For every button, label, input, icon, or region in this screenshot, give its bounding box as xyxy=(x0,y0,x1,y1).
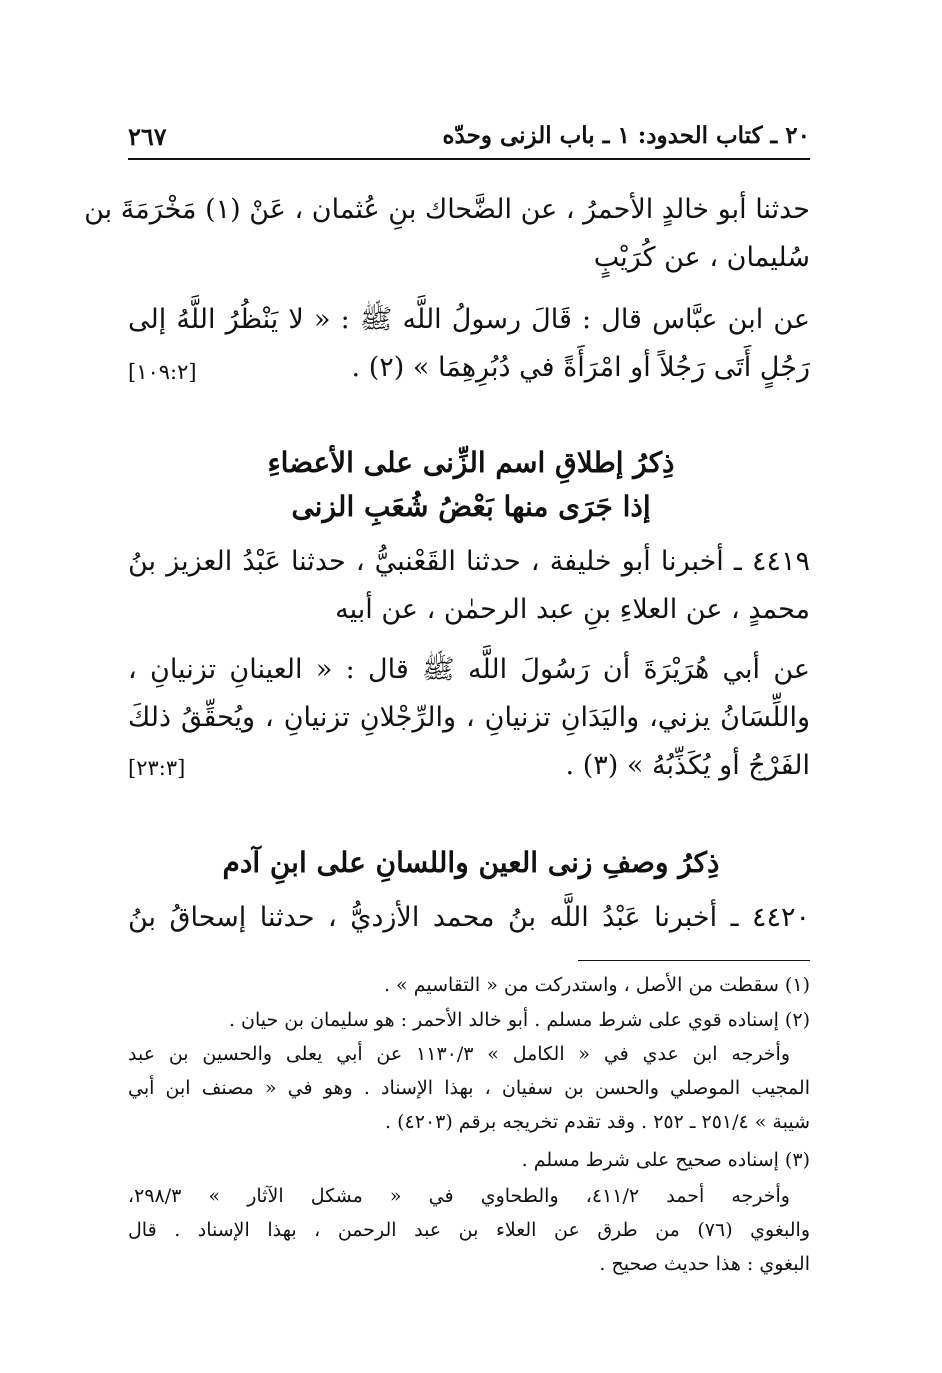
section-heading: ذِكرُ وصفِ زنى العين واللسانِ على ابنِ آدم xyxy=(222,846,720,879)
hadith-4420 xyxy=(128,904,810,944)
passage-hadith xyxy=(128,306,810,386)
footnote-line: وأخرجه ابن عدي في « الكامل » ١١٣٠/٣ عن أبي يعلى والحسين بن عبد xyxy=(128,1043,790,1065)
text-line: واللِّسَانُ يزني، واليَدَانِ تزنيانِ ، والرِّجْلانِ تزنيانِ ، ويُحقِّقُ ذلكَ xyxy=(128,702,810,733)
header-rule xyxy=(128,158,810,160)
footnote-line: والبغوي (٧٦) من طرق عن العلاء بن عبد الرحمن ، بهذا الإسناد . قال xyxy=(128,1219,810,1241)
text-line: رَجُلٍ أَتَى رَجُلاً أو امْرَأَةً في دُبُرِهِمَا » (٢) . xyxy=(351,352,810,383)
volume-reference: [٢٣:٣] xyxy=(128,756,186,780)
section-heading: إذا جَرَى منها بَعْضُ شُعَبِ الزنى xyxy=(291,490,651,523)
text-line: محمدٍ ، عن العلاءِ بنِ عبد الرحمٰن ، عن أبيه xyxy=(335,594,810,625)
text-line: عن أبي هُرَيْرَةَ أن رَسُولَ اللَّه ﷺ قال : « العينانِ تزنيانِ ، xyxy=(128,654,810,685)
section-heading: ذِكرُ إطلاقِ اسم الزِّنى على الأعضاءِ xyxy=(267,446,675,479)
footnote-rule xyxy=(578,960,810,961)
footnote: (٢) إسناده قوي على شرط مسلم . أبو خالد الأحمر : هو سليمان بن حيان . xyxy=(228,1009,810,1031)
hadith-4419 xyxy=(128,548,810,788)
footnote-line: وأخرجه أحمد ٤١١/٢، والطحاوي في « مشكل الآثار » ٢٩٨/٣، xyxy=(128,1185,790,1207)
passage-chain xyxy=(84,194,810,276)
text-line: ٤٤٢٠ ـ أخبرنا عَبْدُ اللَّه بنُ محمد الأزديُّ ، حدثنا إسحاقُ بنُ xyxy=(128,902,810,933)
text-line: سُليمان ، عن كُرَيْبٍ xyxy=(593,242,810,273)
footnote-line: المجيب الموصلي والحسن بن سفيان ، بهذا الإسناد . وهو في « مصنف ابن أبي xyxy=(128,1077,810,1099)
running-title: ٢٠ ـ كتاب الحدود: ١ ـ باب الزنى وحدّه xyxy=(442,122,810,149)
text-line: حدثنا أبو خالدٍ الأحمرُ ، عن الضَّحاك بنِ عُثمان ، عَنْ (١) مَخْرَمَةَ بن xyxy=(84,194,810,225)
footnote-line: البغوي : هذا حديث صحيح . xyxy=(599,1253,810,1275)
text-line: عن ابن عبَّاس قال : قَالَ رسولُ اللَّه ﷺ : « لا يَنْظُرُ اللَّهُ إلى xyxy=(128,304,810,335)
page-header xyxy=(128,118,810,158)
page-number: ٢٦٧ xyxy=(128,122,167,151)
volume-reference: [١٠٩:٢] xyxy=(128,360,197,384)
footnote: (٣) إسناده صحيح على شرط مسلم . xyxy=(521,1149,810,1171)
footnote-line: شيبة » ٢٥١/٤ ـ ٢٥٢ . وقد تقدم تخريجه برقم (٤٢٠٣) . xyxy=(385,1111,810,1133)
text-line: الفَرْجُ أو يُكَذِّبُهُ » (٣) . xyxy=(565,750,810,781)
text-line: ٤٤١٩ ـ أخبرنا أبو خليفة ، حدثنا القَعْنبيُّ ، حدثنا عَبْدُ العزيز بنُ xyxy=(128,546,810,577)
footnote: (١) سقطت من الأصل ، واستدركت من « التقاسيم » . xyxy=(383,974,810,996)
